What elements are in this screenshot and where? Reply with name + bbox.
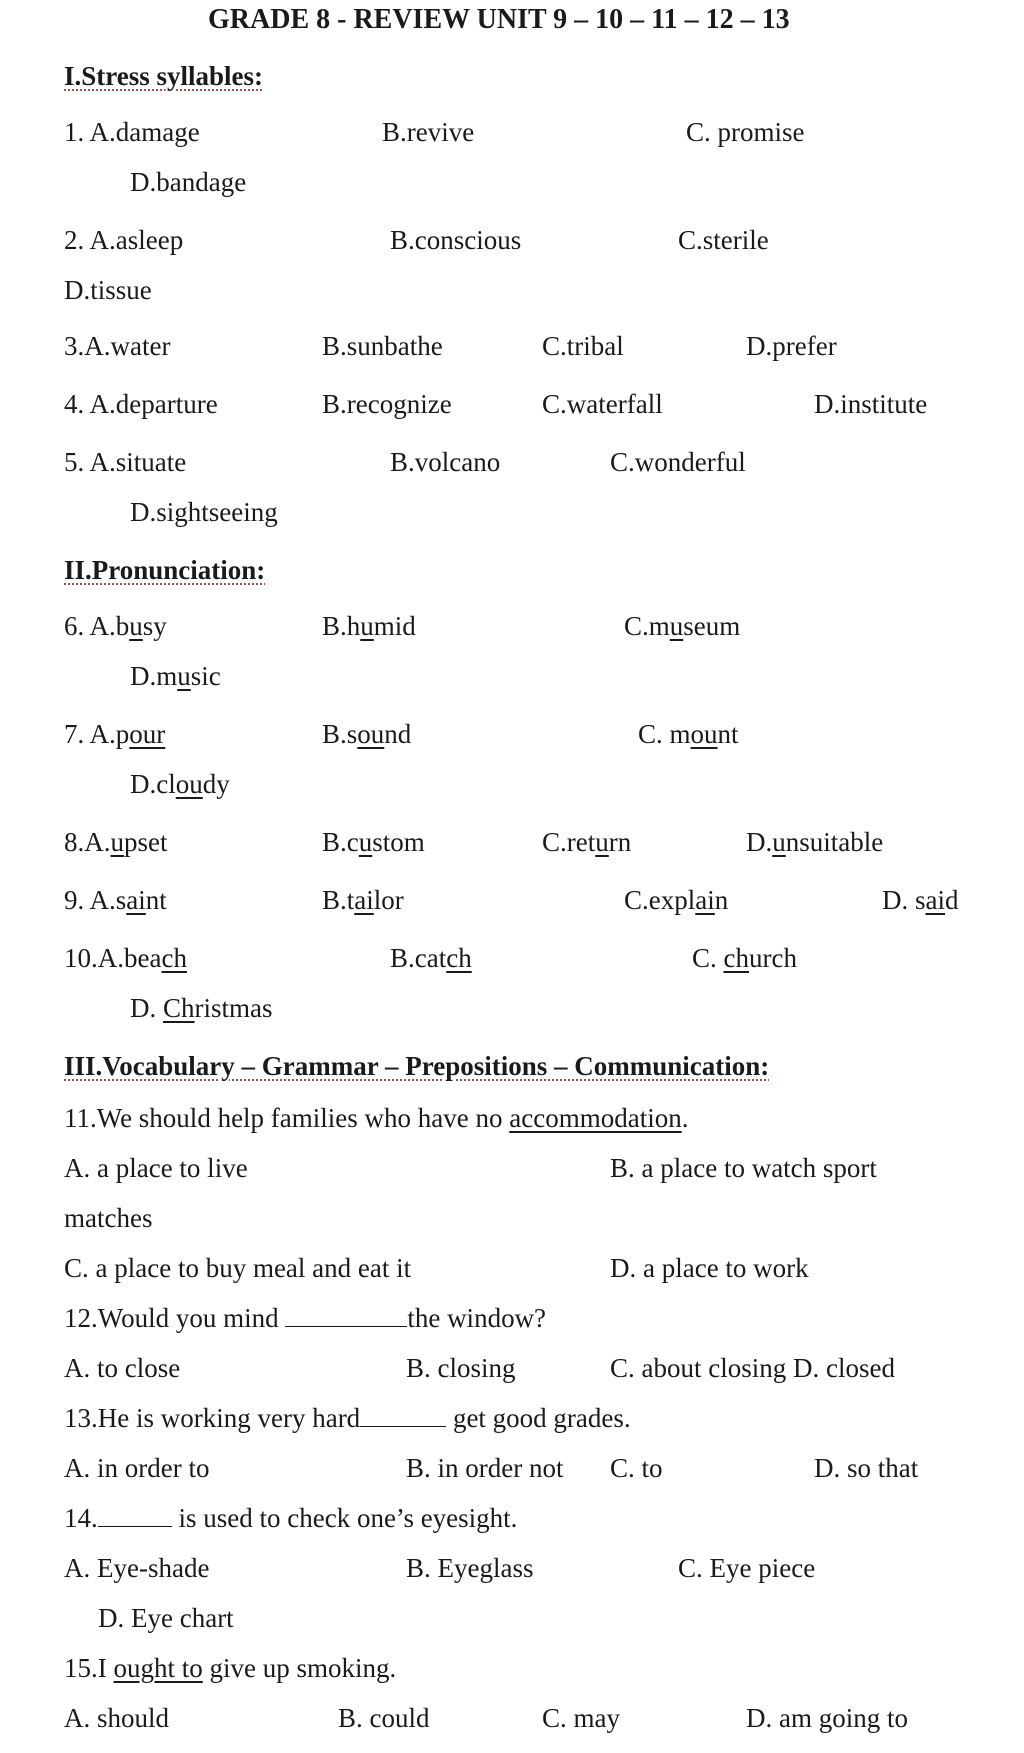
q2-option-d: D.tissue <box>64 275 152 305</box>
q14-option-c: C. Eye piece <box>678 1553 816 1583</box>
page-title: GRADE 8 - REVIEW UNIT 9 – 10 – 11 – 12 – 13 <box>208 4 790 35</box>
q11-option-b: B. a place to watch sport <box>610 1153 877 1183</box>
q2-option-b: B.conscious <box>390 225 522 255</box>
q11-option-c: C. a place to buy meal and eat it <box>64 1253 412 1283</box>
q9-option-d: D. said <box>882 885 959 915</box>
q12-blank <box>285 1304 407 1327</box>
q15-option-b: B. could <box>338 1703 430 1733</box>
q2-option-a: 2. A.asleep <box>64 225 184 255</box>
q11-option-a: A. a place to live <box>64 1153 248 1183</box>
q15-stem: 15.I ought to give up smoking. <box>64 1653 397 1683</box>
q11-option-b-continued: matches <box>64 1203 153 1233</box>
q7-option-a: 7. A.pour <box>64 719 166 749</box>
q14-option-d: D. Eye chart <box>98 1603 234 1633</box>
q12-option-b: B. closing <box>406 1353 516 1383</box>
q4-option-a: 4. A.departure <box>64 389 218 419</box>
q8-option-c: C.return <box>542 827 632 857</box>
section-heading-vocabulary: III.Vocabulary – Grammar – Prepositions – Communication: <box>64 1051 770 1081</box>
q7-option-c: C. mount <box>638 719 739 749</box>
q9-option-b: B.tailor <box>322 885 404 915</box>
q5-option-c: C.wonderful <box>610 447 746 477</box>
q13-option-c: C. to <box>610 1453 663 1483</box>
q3-option-a: 3.A.water <box>64 331 171 361</box>
q6-option-c: C.museum <box>624 611 741 641</box>
q3-option-b: B.sunbathe <box>322 331 443 361</box>
q15-option-d: D. am going to <box>746 1703 908 1733</box>
q4-option-c: C.waterfall <box>542 389 663 419</box>
q2-option-c: C.sterile <box>678 225 769 255</box>
q3-option-c: C.tribal <box>542 331 624 361</box>
q10-option-d: D. Christmas <box>130 993 273 1023</box>
q12-option-a: A. to close <box>64 1353 181 1383</box>
q12-option-cd: C. about closing D. closed <box>610 1353 895 1383</box>
q1-option-b: B.revive <box>382 117 475 147</box>
q6-option-a: 6. A.busy <box>64 611 167 641</box>
q1-option-c: C. promise <box>686 117 805 147</box>
q3-option-d: D.prefer <box>746 331 837 361</box>
q1-option-d: D.bandage <box>130 167 247 197</box>
q8-option-b: B.custom <box>322 827 425 857</box>
q4-option-d: D.institute <box>814 389 928 419</box>
q9-option-a: 9. A.saint <box>64 885 167 915</box>
q6-option-b: B.humid <box>322 611 416 641</box>
q13-option-b: B. in order not <box>406 1453 564 1483</box>
q1-option-a: 1. A.damage <box>64 117 200 147</box>
q7-option-b: B.sound <box>322 719 412 749</box>
section-heading-stress: I.Stress syllables: <box>64 61 264 91</box>
section-heading-pronunciation: II.Pronunciation: <box>64 555 266 585</box>
q14-option-b: B. Eyeglass <box>406 1553 534 1583</box>
q6-option-d: D.music <box>130 661 221 691</box>
q10-option-a: 10.A.beach <box>64 943 187 973</box>
q13-blank <box>360 1404 446 1427</box>
q14-stem: 14. is used to check one’s eyesight. <box>64 1503 518 1533</box>
q5-option-b: B.volcano <box>390 447 501 477</box>
q13-option-d: D. so that <box>814 1453 919 1483</box>
q13-option-a: A. in order to <box>64 1453 210 1483</box>
q11-option-d: D. a place to work <box>610 1253 809 1283</box>
q4-option-b: B.recognize <box>322 389 452 419</box>
q10-option-b: B.catch <box>390 943 472 973</box>
q5-option-d: D.sightseeing <box>130 497 278 527</box>
q7-option-d: D.cloudy <box>130 769 230 799</box>
q15-option-c: C. may <box>542 1703 620 1733</box>
q10-option-c: C. church <box>692 943 797 973</box>
q15-option-a: A. should <box>64 1703 170 1733</box>
q8-option-a: 8.A.upset <box>64 827 168 857</box>
q5-option-a: 5. A.situate <box>64 447 187 477</box>
q14-blank <box>98 1504 172 1527</box>
q8-option-d: D.unsuitable <box>746 827 884 857</box>
q14-option-a: A. Eye-shade <box>64 1553 210 1583</box>
q12-stem: 12.Would you mind the window? <box>64 1303 547 1333</box>
q9-option-c: C.explain <box>624 885 729 915</box>
q13-stem: 13.He is working very hard get good grades. <box>64 1403 631 1433</box>
q11-stem: 11.We should help families who have no accommodation. <box>64 1103 689 1133</box>
